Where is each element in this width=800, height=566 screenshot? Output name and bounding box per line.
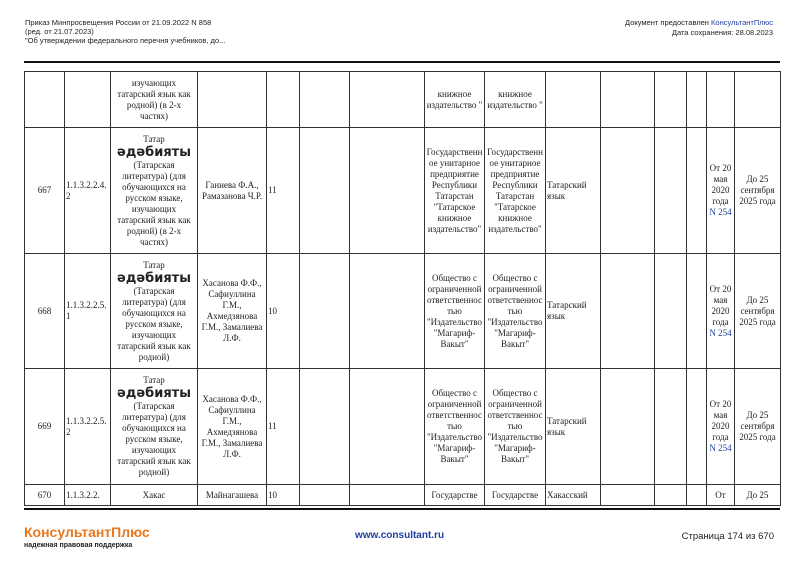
table-row xyxy=(25,128,781,254)
title-text: изучающих татарский язык как родной) (в 2-х частях) xyxy=(117,77,191,121)
cell-subject: Татарский язык xyxy=(546,254,601,369)
table-row xyxy=(25,254,781,369)
cell-publisher: Государстве xyxy=(425,485,485,506)
cell-publisher: книжное издательство " xyxy=(425,72,485,128)
cell-grade: 10 xyxy=(267,485,300,506)
cell-valid-until: До 25 xyxy=(735,485,781,506)
order-link[interactable]: N 254 xyxy=(709,207,732,217)
cell-number: 667 xyxy=(25,128,65,254)
cell-number: 670 xyxy=(25,485,65,506)
cell-valid-until: До 25 сентября 2025 года xyxy=(735,369,781,485)
cell-authors: Хасанова Ф.Ф., Сафиуллина Г.М., Ахмедзянова Г.М., Замалиева Л.Ф. xyxy=(198,369,267,485)
cell-title xyxy=(111,254,198,369)
title-text: (Татарская литература) (для обучающихся на русском языке, изучающих татарский язык как родной) (в 2-х частях) xyxy=(117,159,191,247)
cell-c12 xyxy=(655,369,687,485)
page-counter: Страница 174 из 670 xyxy=(681,531,774,542)
footer-divider xyxy=(24,508,780,510)
cell-number: 668 xyxy=(25,254,65,369)
cell-c12 xyxy=(655,72,687,128)
title-text: (Татарская литература) (для обучающихся на русском языке, изучающих татарский язык как родной) xyxy=(117,401,191,477)
cell-title xyxy=(111,369,198,485)
cell-order-date: От xyxy=(707,485,735,506)
cell-subject: Татарский язык xyxy=(546,369,601,485)
cell-c7 xyxy=(350,485,425,506)
order-date-text: От 20 мая 2020 года xyxy=(709,163,732,206)
order-link[interactable]: N 254 xyxy=(709,443,732,453)
cell-grade: 11 xyxy=(267,369,300,485)
provided-by-text: Документ предоставлен xyxy=(625,18,712,27)
cell-publisher-2: Государстве xyxy=(485,485,546,506)
cell-code: 1.1.3.2.2.4.2 xyxy=(65,128,111,254)
table-row xyxy=(25,72,781,128)
title-tatar: әдәбияты xyxy=(117,386,191,401)
header-line: "Об утверждении федерального перечня учебников, до... xyxy=(25,36,226,45)
cell-valid-until: До 25 сентября 2025 года xyxy=(735,128,781,254)
cell-c6 xyxy=(300,369,350,485)
title-prefix: Татар xyxy=(143,375,165,385)
cell-order-date xyxy=(707,254,735,369)
cell-authors xyxy=(198,72,267,128)
order-date-text: От 20 мая 2020 года xyxy=(709,399,732,442)
table-row xyxy=(25,485,781,506)
cell-c6 xyxy=(300,128,350,254)
consultant-logo: КонсультантПлюс xyxy=(24,524,150,540)
cell-c6 xyxy=(300,254,350,369)
cell-c13 xyxy=(687,72,707,128)
title-text: (Татарская литература) (для обучающихся на русском языке, изучающих татарский язык как родной) xyxy=(117,285,191,362)
cell-valid-until: До 25 сентября 2025 года xyxy=(735,254,781,369)
cell-code: 1.1.3.2.2. xyxy=(65,485,111,506)
cell-order-date xyxy=(707,72,735,128)
cell-c12 xyxy=(655,128,687,254)
header-divider xyxy=(24,61,780,63)
cell-number xyxy=(25,72,65,128)
cell-order-date xyxy=(707,369,735,485)
document-header-left xyxy=(25,18,225,45)
cell-publisher-2: Общество с ограниченной ответственностью "Издательство "Магариф-Вакыт" xyxy=(485,254,546,369)
table-row xyxy=(25,369,781,485)
cell-c6 xyxy=(300,72,350,128)
cell-c11 xyxy=(601,128,655,254)
cell-authors: Ганиева Ф.А., Рамазанова Ч.Р. xyxy=(198,128,267,254)
cell-c13 xyxy=(687,254,707,369)
cell-c12 xyxy=(655,254,687,369)
cell-title: Хакас xyxy=(111,485,198,506)
header-line: (ред. от 21.07.2023) xyxy=(25,27,94,36)
header-line: Приказ Минпросвещения России от 21.09.2022 N 858 xyxy=(25,18,212,27)
title-tatar: әдәбияты xyxy=(117,144,191,160)
document-header-right xyxy=(625,18,773,38)
cell-c7 xyxy=(350,369,425,485)
cell-c13 xyxy=(687,369,707,485)
cell-c6 xyxy=(300,485,350,506)
cell-title xyxy=(111,128,198,254)
cell-c12 xyxy=(655,485,687,506)
title-prefix: Татар xyxy=(143,133,165,144)
cell-c13 xyxy=(687,128,707,254)
cell-code xyxy=(65,72,111,128)
cell-c7 xyxy=(350,72,425,128)
cell-c11 xyxy=(601,369,655,485)
cell-c11 xyxy=(601,72,655,128)
cell-publisher-2: Государственное унитарное предприятие Республики Татарстан "Татарское книжное издательство" xyxy=(485,128,546,254)
cell-code: 1.1.3.2.2.5.1 xyxy=(65,254,111,369)
cell-publisher-2: книжное издательство " xyxy=(485,72,546,128)
cell-publisher-2: Общество с ограниченной ответственностью "Издательство "Магариф-Вакыт" xyxy=(485,369,546,485)
cell-authors: Хасанова Ф.Ф., Сафиуллина Г.М., Ахмедзянова Г.М., Замалиева Л.Ф. xyxy=(198,254,267,369)
title-tatar: әдәбияты xyxy=(117,270,191,286)
title-prefix: Татар xyxy=(143,259,165,270)
cell-c11 xyxy=(601,254,655,369)
cell-code: 1.1.3.2.2.5.2 xyxy=(65,369,111,485)
order-link[interactable]: N 254 xyxy=(709,327,732,338)
cell-publisher: Государственное унитарное предприятие Республики Татарстан "Татарское книжное издательство" xyxy=(425,128,485,254)
cell-grade xyxy=(267,72,300,128)
cell-subject xyxy=(546,72,601,128)
cell-publisher: Общество с ограниченной ответственностью "Издательство "Магариф-Вакыт" xyxy=(425,369,485,485)
cell-c7 xyxy=(350,128,425,254)
cell-grade: 10 xyxy=(267,254,300,369)
order-date-text: От 20 мая 2020 года xyxy=(709,283,732,327)
cell-order-date xyxy=(707,128,735,254)
cell-c7 xyxy=(350,254,425,369)
textbook-table xyxy=(24,71,781,506)
save-date: Дата сохранения: 28.08.2023 xyxy=(671,28,773,37)
provider-link[interactable]: КонсультантПлюс xyxy=(711,18,773,27)
cell-number: 669 xyxy=(25,369,65,485)
cell-valid-until xyxy=(735,72,781,128)
cell-publisher: Общество с ограниченной ответственностью "Издательство "Магариф-Вакыт" xyxy=(425,254,485,369)
cell-grade: 11 xyxy=(267,128,300,254)
cell-subject: Хакасский xyxy=(546,485,601,506)
cell-title xyxy=(111,72,198,128)
footer-tagline: надежная правовая поддержка xyxy=(24,542,133,549)
cell-subject: Татарский язык xyxy=(546,128,601,254)
cell-c13 xyxy=(687,485,707,506)
cell-c11 xyxy=(601,485,655,506)
cell-authors: Майнагашева xyxy=(198,485,267,506)
site-link[interactable]: www.consultant.ru xyxy=(355,530,445,541)
